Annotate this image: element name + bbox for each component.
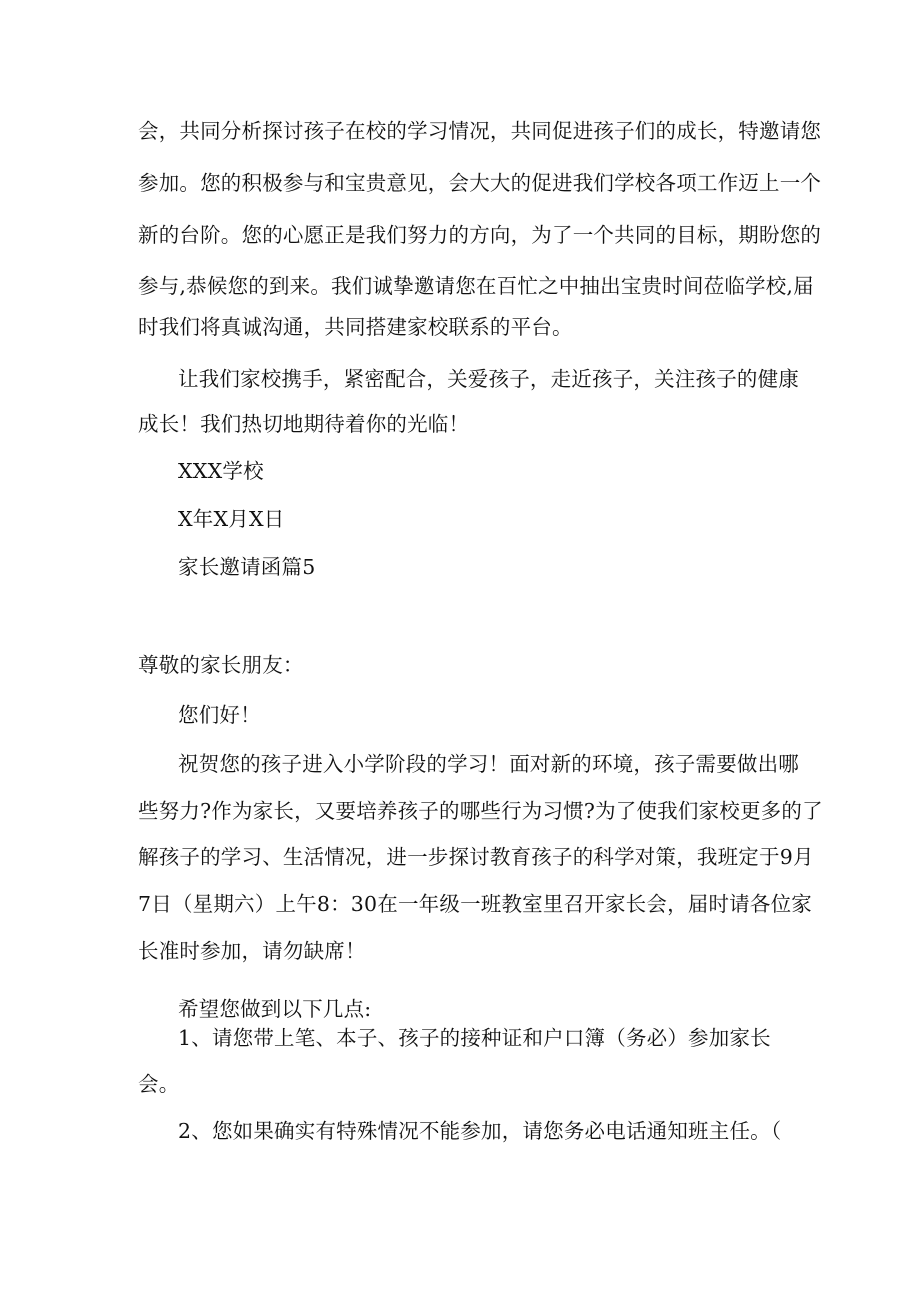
paragraph-line: 会，共同分析探讨孩子在校的学习情况，共同促进孩子们的成长，特邀请您 (138, 119, 822, 143)
list-item: 1、请您带上笔、本子、孩子的接种证和户口簿（务必）参加家长 (178, 1026, 771, 1050)
paragraph-line: 新的台阶。您的心愿正是我们努力的方向，为了一个共同的目标，期盼您的 (138, 223, 822, 247)
paragraph-line: 时我们将真诚沟通，共同搭建家校联系的平台。 (138, 315, 573, 339)
paragraph-line: 参与,恭候您的到来。我们诚挚邀请您在百忙之中抽出宝贵时间莅临学校,届 (138, 274, 814, 298)
section-title: 家长邀请函篇5 (178, 555, 316, 579)
school-name: XXX学校 (178, 459, 264, 483)
paragraph-line: 解孩子的学习、生活情况，进一步探讨教育孩子的科学对策，我班定于9月 (138, 845, 814, 869)
date-line: X年X月X日 (178, 507, 285, 531)
paragraph-line: 长准时参加，请勿缺席！ (138, 939, 366, 963)
paragraph-line: 些努力?作为家长，又要培养孩子的哪些行为习惯?为了使我们家校更多的了 (138, 799, 823, 823)
greeting: 您们好！ (178, 703, 261, 727)
list-item-continuation: 会。 (138, 1072, 180, 1096)
salutation: 尊敬的家长朋友： (138, 653, 304, 677)
paragraph-line: 成长！我们热切地期待着你的光临！ (138, 412, 470, 436)
list-intro: 希望您做到以下几点: (178, 997, 372, 1021)
list-item: 2、您如果确实有特殊情况不能参加，请您务必电话通知班主任。（ (178, 1119, 782, 1143)
paragraph-line: 参加。您的积极参与和宝贵意见，会大大的促进我们学校各项工作迈上一个 (138, 171, 822, 195)
paragraph-line: 7日（星期六）上午8：30在一年级一班教室里召开家长会，届时请各位家 (138, 892, 812, 916)
paragraph-line: 让我们家校携手，紧密配合，关爱孩子，走近孩子，关注孩子的健康 (178, 367, 799, 391)
paragraph-line: 祝贺您的孩子进入小学阶段的学习！面对新的环境，孩子需要做出哪 (178, 752, 799, 776)
